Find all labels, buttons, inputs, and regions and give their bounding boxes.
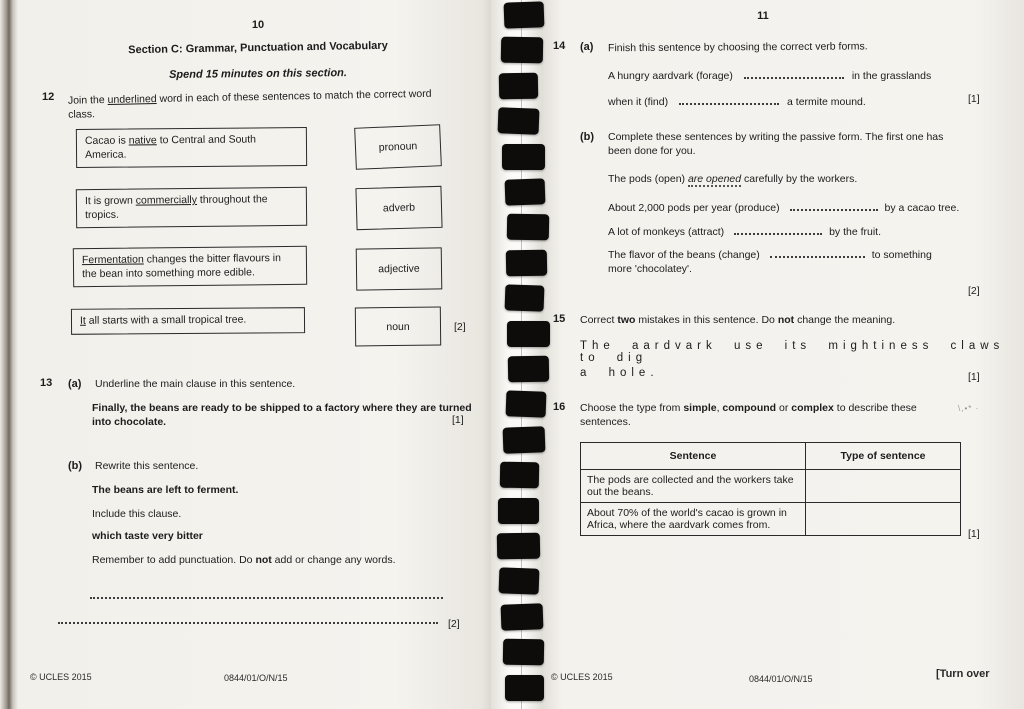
q14b-line3-pre: A lot of monkeys (attract) bbox=[608, 226, 725, 238]
q13-number: 13 bbox=[40, 377, 53, 389]
spiral-ring bbox=[507, 214, 549, 241]
q12-marks: [2] bbox=[454, 321, 466, 333]
q16-prompt-bold3: complex bbox=[791, 402, 834, 414]
section-title: Section C: Grammar, Punctuation and Vocabulary bbox=[128, 39, 388, 57]
q16-prompt-sep2: or bbox=[776, 402, 792, 414]
q14a-line1 bbox=[608, 67, 1008, 83]
q16-marks: [1] bbox=[968, 528, 980, 540]
q15-sentence-line1: The aardvark use its mightiness claws to dig bbox=[580, 340, 1005, 364]
q14a-label: (a) bbox=[580, 41, 594, 53]
spiral-ring bbox=[508, 356, 549, 383]
q14a-marks: [1] bbox=[968, 93, 980, 105]
q12-sentence-box-3 bbox=[73, 246, 307, 288]
q14b-example bbox=[608, 172, 1008, 186]
q14a-line2-post: a termite mound. bbox=[787, 96, 866, 108]
q13b-note-bold: not bbox=[255, 554, 272, 566]
q16-table-header-row bbox=[581, 443, 961, 470]
spiral-ring bbox=[501, 37, 543, 64]
q16-row1-sentence: The pods are collected and the workers take out the beans. bbox=[581, 470, 806, 503]
q13b-label: (b) bbox=[68, 460, 83, 472]
q13b-answer-line-2 bbox=[58, 610, 438, 624]
q14b-prompt: Complete these sentences by writing the passive form. The first one has been done for you. bbox=[608, 131, 944, 158]
q15-marks: [1] bbox=[968, 371, 980, 383]
spiral-ring bbox=[506, 391, 547, 418]
q16-table-row-1 bbox=[581, 470, 961, 503]
q12-s1-pre: Cacao is bbox=[84, 134, 129, 147]
left-page bbox=[18, 0, 491, 709]
q15-number: 15 bbox=[553, 313, 566, 325]
q14b-line4 bbox=[608, 246, 1018, 262]
q16-row2-type bbox=[806, 503, 961, 536]
spiral-ring bbox=[503, 639, 544, 666]
spiral-ring bbox=[503, 426, 546, 453]
q14b-example-answer: are opened bbox=[687, 173, 742, 185]
q16-prompt-sep1: , bbox=[716, 402, 723, 414]
q16-col-type: Type of sentence bbox=[806, 443, 961, 470]
q12-s3-underlined: Fermentation bbox=[81, 253, 144, 267]
q16-prompt bbox=[580, 401, 945, 429]
q16-col-sentence: Sentence bbox=[581, 443, 806, 470]
q13a-sentence: Finally, the beans are ready to be shipped to a factory where they are turned into chocolate. bbox=[92, 402, 472, 429]
q14a-blank-2 bbox=[679, 93, 779, 105]
section-subtitle: Spend 15 minutes on this section. bbox=[169, 67, 347, 81]
q12-number: 12 bbox=[42, 91, 55, 103]
spiral-ring bbox=[498, 107, 540, 134]
turn-over-label: [Turn over bbox=[936, 668, 990, 680]
q16-row1-type bbox=[806, 470, 961, 503]
spiral-ring bbox=[505, 285, 545, 312]
spiral-ring bbox=[506, 249, 547, 276]
q15-prompt-pre: Correct bbox=[580, 314, 618, 326]
right-page-number: 11 bbox=[757, 10, 769, 22]
q13a-label: (a) bbox=[68, 378, 82, 390]
q14a-line2-pre: when it (find) bbox=[608, 96, 669, 108]
q15-prompt-bold2: not bbox=[777, 314, 795, 326]
q16-table bbox=[580, 442, 961, 536]
q12-class-box-noun: noun bbox=[355, 307, 441, 347]
q14b-line4-pre: The flavor of the beans (change) bbox=[608, 249, 760, 261]
q12-sentence-box-4 bbox=[71, 307, 305, 334]
spiral-wire bbox=[521, 0, 522, 709]
q14b-line2-post: by a cacao tree. bbox=[884, 202, 960, 214]
spiral-ring bbox=[507, 321, 550, 347]
q12-prompt-post: word in each of these sentences to match the correct word class. bbox=[68, 87, 432, 121]
q16-number: 16 bbox=[553, 401, 566, 413]
q14b-blank-4 bbox=[770, 246, 865, 258]
right-footer-copyright: © UCLES 2015 bbox=[551, 672, 613, 682]
q12-s2-underlined: commercially bbox=[135, 193, 198, 207]
scan-smudge: \,•* · bbox=[958, 404, 980, 413]
q13b-note-post: add or change any words. bbox=[271, 554, 396, 566]
q14-number: 14 bbox=[553, 40, 566, 52]
spiral-ring bbox=[505, 178, 546, 205]
q12-sentence-box-2 bbox=[76, 187, 307, 229]
q15-prompt bbox=[580, 313, 980, 327]
left-footer-copyright: © UCLES 2015 bbox=[30, 672, 92, 682]
q14a-line1-pre: A hungry aardvark (forage) bbox=[608, 70, 733, 82]
q14b-blank-2 bbox=[790, 199, 878, 211]
q13b-marks: [2] bbox=[448, 618, 460, 630]
q12-class-box-adjective: adjective bbox=[356, 247, 443, 290]
q14b-line4-wrap: more 'chocolatey'. bbox=[608, 263, 692, 275]
q14b-line3 bbox=[608, 223, 1018, 239]
q12-class-box-pronoun: pronoun bbox=[354, 124, 442, 170]
q14b-line2 bbox=[608, 199, 1018, 215]
left-footer-code: 0844/01/O/N/15 bbox=[224, 673, 288, 683]
q14a-blank-1 bbox=[744, 67, 844, 79]
spiral-ring bbox=[504, 1, 545, 28]
spiral-ring bbox=[499, 568, 540, 595]
spiral-ring bbox=[505, 675, 544, 701]
spiral-ring bbox=[501, 603, 544, 630]
q12-class-box-adverb: adverb bbox=[355, 186, 442, 230]
book-page-edge bbox=[0, 0, 18, 709]
q16-row2-sentence: About 70% of the world's cacao is grown in Africa, where the aardvark comes from. bbox=[581, 503, 806, 536]
spiral-ring bbox=[500, 462, 539, 489]
q12-sentence-box-1 bbox=[76, 127, 307, 168]
spiral-ring bbox=[499, 72, 538, 99]
q14b-line3-post: by the fruit. bbox=[829, 226, 882, 238]
q15-prompt-mid: mistakes in this sentence. Do bbox=[635, 314, 778, 326]
q14b-line2-pre: About 2,000 pods per year (produce) bbox=[608, 202, 780, 214]
q13b-answer-line-1 bbox=[90, 585, 443, 599]
q12-s1-post: to Central and South America. bbox=[85, 133, 257, 161]
q13b-note bbox=[92, 553, 462, 567]
q14b-example-pre: The pods (open) bbox=[608, 173, 688, 185]
q13b-sentence: The beans are left to ferment. bbox=[92, 484, 239, 496]
q14a-line2 bbox=[608, 93, 1008, 109]
q15-prompt-post: change the meaning. bbox=[794, 314, 896, 326]
q12-s3-post: changes the bitter flavours in the bean into something more edible. bbox=[82, 252, 282, 280]
q16-prompt-pre: Choose the type from bbox=[580, 402, 684, 414]
q14b-marks: [2] bbox=[968, 285, 980, 297]
q14a-line1-post: in the grasslands bbox=[851, 70, 932, 82]
q12-s4-underlined: It bbox=[79, 314, 86, 327]
q14a-prompt: Finish this sentence by choosing the correct verb forms. bbox=[607, 40, 868, 55]
q13b-note-pre: Remember to add punctuation. Do bbox=[92, 554, 256, 566]
q12-prompt-pre: Join the bbox=[67, 94, 108, 107]
q16-table-row-2 bbox=[581, 503, 961, 536]
q13b-clause: which taste very bitter bbox=[92, 530, 203, 542]
q14b-label: (b) bbox=[580, 131, 595, 143]
q13b-include: Include this clause. bbox=[92, 508, 182, 520]
right-page bbox=[543, 0, 1024, 709]
q12-prompt bbox=[68, 86, 460, 122]
q16-prompt-bold1: simple bbox=[683, 402, 717, 414]
q14b-line4-post: to something bbox=[871, 249, 932, 261]
spiral-ring bbox=[497, 533, 540, 560]
q15-prompt-bold1: two bbox=[617, 314, 636, 326]
q12-prompt-underlined: underlined bbox=[107, 93, 157, 107]
q16-prompt-post: to describe these sentences. bbox=[580, 402, 917, 429]
left-page-number: 10 bbox=[251, 19, 265, 31]
q14b-example-post: carefully by the workers. bbox=[741, 173, 858, 185]
spiral-ring bbox=[498, 498, 539, 524]
q16-prompt-bold2: compound bbox=[722, 402, 777, 414]
q14b-blank-3 bbox=[734, 223, 822, 235]
q12-s4-post: all starts with a small tropical tree. bbox=[85, 313, 247, 327]
spiral-ring bbox=[502, 144, 545, 170]
right-footer-code: 0844/01/O/N/15 bbox=[749, 674, 813, 684]
q15-sentence-line2: a hole. bbox=[580, 367, 659, 379]
q13b-prompt: Rewrite this sentence. bbox=[95, 460, 199, 472]
q12-s2-post: throughout the tropics. bbox=[85, 193, 268, 221]
q12-s1-underlined: native bbox=[128, 134, 157, 147]
q13a-prompt: Underline the main clause in this sentence. bbox=[95, 378, 296, 390]
q13a-marks: [1] bbox=[452, 414, 464, 426]
q12-s2-pre: It is grown bbox=[84, 194, 136, 208]
